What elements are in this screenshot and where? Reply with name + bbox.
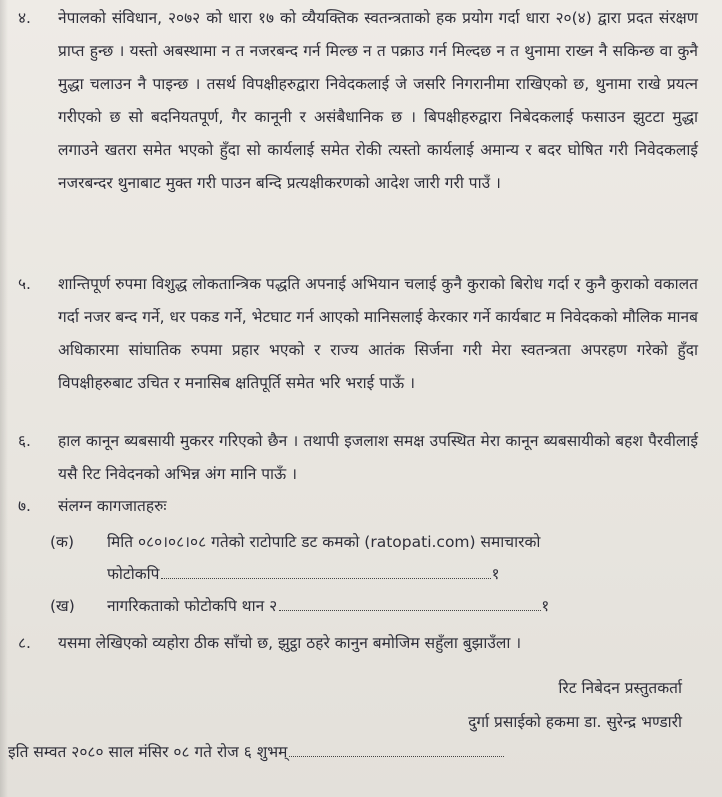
attachment-count: १ <box>541 597 550 615</box>
attachment-text: नागरिकताको फोटोकपि थान २ <box>106 597 278 615</box>
paragraph-text: हाल कानून ब्यबसायी मुकरर गरिएको छैन । तथापी इजलाश समक्ष उपस्थित मेरा कानून ब्यबसायीको बहश पैरवीलाई यसै रिट निवेदनको अभिन्न अंग मानि पाऊँ । <box>58 432 698 483</box>
attachment-label: (ख) <box>50 597 75 615</box>
paragraph-number: ६. <box>18 432 31 450</box>
paragraph-8 <box>18 627 698 660</box>
attachment-text: मिति ०८०।०८।०८ गतेको राटोपाटि डट कमको (ratopati.com) समाचारको <box>106 533 541 551</box>
paragraph-number: ८. <box>18 634 31 652</box>
attachment-count: १ <box>491 565 500 583</box>
paragraph-number: ७. <box>18 497 31 515</box>
paragraph-text: शान्तिपूर्ण रुपमा विशुद्ध लोकतान्त्रिक पद्धति अपनाई अभियान चलाई कुनै कुराको बिरोध गर्दा र कुनै कुराको वकालत गर्दा नजर बन्द गर्ने, धर पकड गर्ने, भेटघाट गर्न आएको मानिसलाई केरकार गर्ने कार्यबाट म निवेदकको मौलिक मानब अधिकारमा सांघातिक रुपमा प्रहार भएको र राज्य आतंक सिर्जना गरी मेरा स्वतन्त्रता अपरहण गरेको हुँदा विपक्षीहरुबाट उचित र मनासिब क्षतिपूर्ति समेत भरि भराई पाऊँ । <box>58 275 698 392</box>
paragraph-5 <box>18 268 698 400</box>
dotted-line <box>279 596 541 611</box>
dotted-line <box>289 742 504 757</box>
signature-name: दुर्गा प्रसाईको हकमा डा. सुरेन्द्र भण्डारी <box>468 713 682 731</box>
attachment-text-continued: फोटोकपि <box>106 565 160 583</box>
paragraph-text: नेपालको संविधान, २०७२ को धारा १७ को व्यैयक्तिक स्वतन्त्रताको हक प्रयोग गर्दा धारा २०(४) द्वारा प्रदत संरक्षण प्राप्त हुन्छ । यस्तो अबस्थामा न त नजरबन्द गर्न मिल्छ न त पक्राउ गर्न मिल्दछ न त थुनामा राख्न नै सकिन्छ वा कुनै मुद्धा चलाउन नै पाइन्छ । तसर्थ विपक्षीहरुद्वारा निवेदकलाई जे जसरि निगरानीमा राखिएको छ, थुनामा राखे प्रयत्न गरीएको छ सो बदनियतपूर्ण, गैर कानूनी र असंबैधानिक छ । बिपक्षीहरुद्वारा निबेदकलाई फसाउन झुटटा मुद्धा लगाउने खतरा समेत भएको हुँदा सो कार्यलाई समेत रोकी त्यस्तो कार्यलाई अमान्य र बदर घोषित गरी निवेदकलाई नजरबन्दर थुनाबाट मुक्त गरी पाउन बन्दि प्रत्यक्षीकरणको आदेश जारी गरी पाउँ । <box>58 9 698 192</box>
footer-text: इति सम्वत २०८० साल मंसिर ०८ गते रोज ६ शुभम् <box>8 743 288 761</box>
paragraph-text: यसमा लेखिएको व्यहोरा ठीक साँचो छ, झुट्ठा ठहरे कानुन बमोजिम सहुँला बुझाउँला । <box>58 634 522 652</box>
attachment-kha <box>50 590 692 622</box>
paragraph-text: संलग्न कागजातहरुः <box>58 497 167 515</box>
attachment-ka <box>50 526 692 558</box>
paragraph-number: ४. <box>18 9 31 27</box>
paragraph-number: ५. <box>18 275 31 293</box>
signature-role: रिट निबेदन प्रस्तुतकर्ता <box>558 679 682 697</box>
paragraph-6 <box>18 425 698 491</box>
paragraph-4 <box>18 2 698 200</box>
dotted-line <box>161 564 491 579</box>
paragraph-7 <box>18 490 698 523</box>
attachment-label: (क) <box>50 533 74 551</box>
footer-date-line <box>8 740 504 762</box>
attachment-ka-cont <box>50 558 692 590</box>
page-edge-shadow <box>0 0 8 797</box>
